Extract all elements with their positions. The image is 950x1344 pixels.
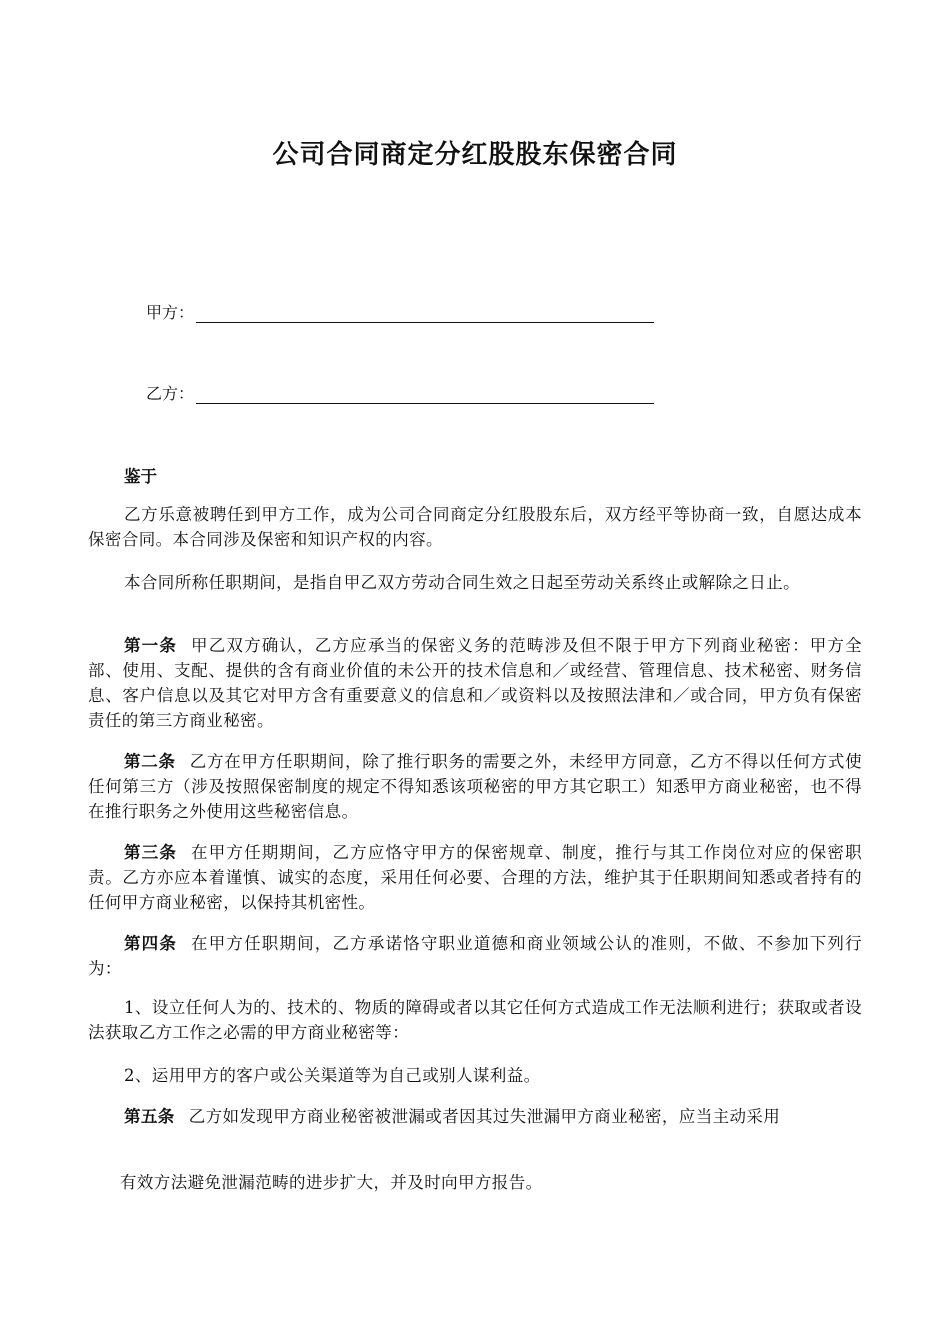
- article-3: [88, 840, 862, 915]
- whereas-heading: 鉴于: [124, 467, 157, 486]
- list-item: 2、运用甲方的客户或公关渠道等为自己或别人谋利益。: [124, 1066, 541, 1085]
- party-a-label: 甲方：: [146, 303, 195, 322]
- article-4-item-2: [88, 1063, 862, 1088]
- party-b-blank-line: [196, 385, 654, 404]
- party-a-blank-line: [196, 304, 654, 323]
- article-4-text: 在甲方任职期间，乙方承诺恪守职业道德和商业领域公认的准则，不做、不参加下列行为：: [88, 934, 863, 978]
- article-4-item-1: [88, 995, 862, 1045]
- article-5: [88, 1104, 862, 1129]
- party-b-field: [146, 381, 654, 404]
- article-1-text: 甲乙双方确认，乙方应承当的保密义务的范畴涉及但不限于甲方下列商业秘密：甲方全部、使用、支配、提供的含有商业价值的未公开的技术信息和／或经营、管理信息、技术秘密、财务信息、客户信息以及其它对甲方含有重要意义的信息和／或资料以及按照法津和／或合同，甲方负有保密责任的第三方商业秘密。: [88, 636, 863, 730]
- article-3-label: 第三条: [124, 843, 178, 862]
- party-a-field: [146, 300, 654, 323]
- article-2-label: 第二条: [124, 752, 176, 771]
- paragraph-intro: [88, 502, 862, 552]
- article-1: [88, 633, 862, 733]
- article-5-text: 乙方如发现甲方商业秘密被泄漏或者因其过失泄漏甲方商业秘密，应当主动采用: [188, 1107, 781, 1126]
- article-1-label: 第一条: [124, 636, 178, 655]
- list-item: 1、设立任何人为的、技术的、物质的障碍或者以其它任何方式造成工作无法顺利进行；获取或者设法获取乙方工作之必需的甲方商业秘密等：: [88, 998, 862, 1042]
- document-title: 公司合同商定分红股股东保密合同: [272, 140, 678, 170]
- article-5-label: 第五条: [124, 1107, 175, 1126]
- article-4: [88, 931, 862, 981]
- article-4-label: 第四条: [124, 934, 178, 953]
- article-2-text: 乙方在甲方任职期间，除了推行职务的需要之外，未经甲方同意，乙方不得以任何方式使任何第三方（涉及按照保密制度的规定不得知悉该项秘密的甲方其它职工）知悉甲方商业秘密，也不得在推行职务之外使用这些秘密信息。: [88, 752, 862, 821]
- paragraph-text: 乙方乐意被聘任到甲方工作，成为公司合同商定分红股股东后，双方经平等协商一致，自愿达成本保密合同。本合同涉及保密和知识产权的内容。: [88, 505, 862, 549]
- paragraph-text: 有效方法避免泄漏范畴的进步扩大，并及时向甲方报告。: [120, 1173, 543, 1192]
- article-5-continuation: [120, 1170, 894, 1195]
- article-3-text: 在甲方任期期间，乙方应恪守甲方的保密规章、制度，推行与其工作岗位对应的保密职责。乙方亦应本着谨慎、诚实的态度，采用任何必要、合理的方法，维护其于任职期间知悉或者持有的任何甲方商业秘密，以保持其机密性。: [88, 843, 863, 912]
- party-b-label: 乙方：: [146, 384, 195, 403]
- paragraph-term-definition: [88, 570, 862, 595]
- article-2: [88, 749, 862, 824]
- paragraph-text: 本合同所称任职期间，是指自甲乙双方劳动合同生效之日起至劳动关系终止或解除之日止。: [124, 573, 800, 592]
